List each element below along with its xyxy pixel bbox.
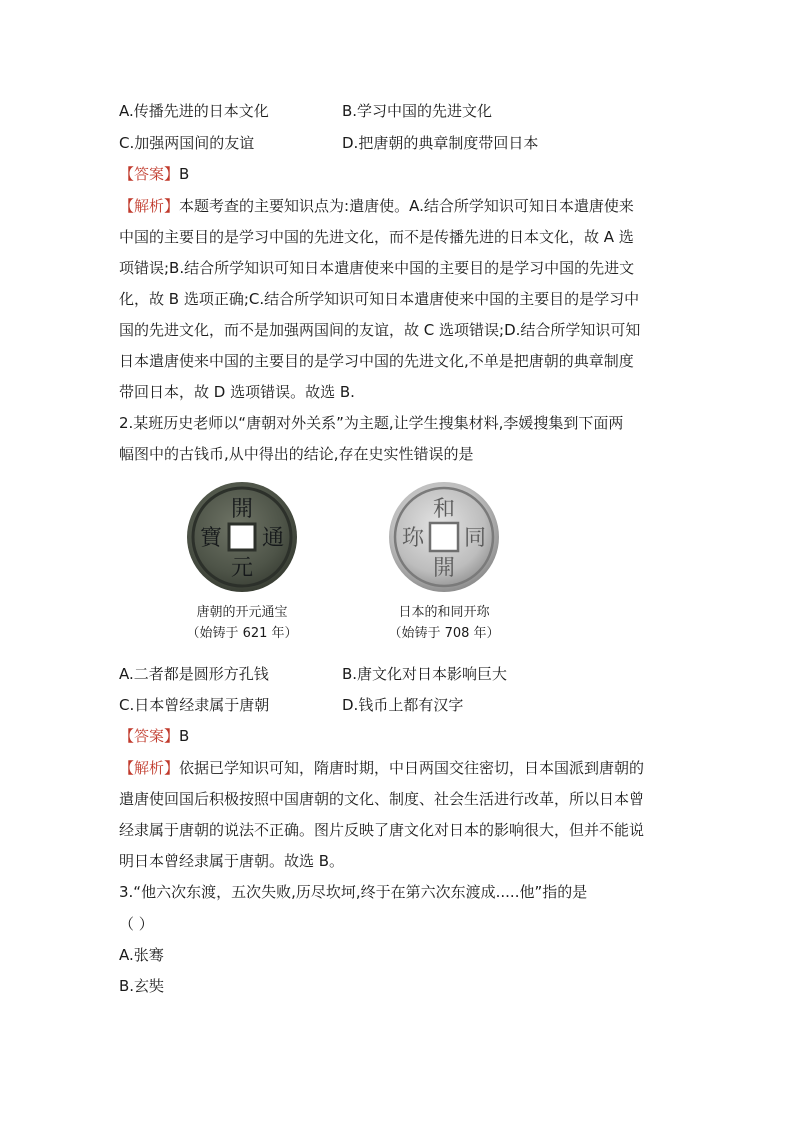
q2-option-d: D.钱币上都有汉字	[342, 696, 464, 714]
coin2-char-right: 同	[463, 526, 487, 551]
coin2-char-top: 和	[432, 497, 456, 522]
q3-option-b: B.玄奘	[119, 977, 165, 995]
answer-label: 【答案】	[119, 165, 180, 183]
analysis-label: 【解析】	[119, 759, 180, 777]
answer-value: B	[179, 727, 190, 745]
q1-analysis-line-6: 日本遣唐使来中国的主要目的是学习中国的先进文化,不单是把唐朝的典章制度	[119, 352, 634, 370]
q2-stem-line-1: 2.某班历史老师以“唐朝对外关系”为主题,让学生搜集材料,李媛搜集到下面两	[119, 414, 624, 432]
q2-option-c: C.日本曾经隶属于唐朝	[119, 696, 270, 714]
q2-option-a: A.二者都是圆形方孔钱	[119, 665, 269, 683]
q2-analysis-line-1	[119, 758, 644, 778]
q3-stem: 3.“他六次东渡，五次失败,历尽坎坷,终于在第六次东渡成.....他”指的是	[119, 883, 588, 901]
coin1-char-left: 寶	[199, 526, 223, 551]
q2-option-b: B.唐文化对日本影响巨大	[342, 665, 508, 683]
q3-answer-blank: （ ）	[119, 915, 154, 933]
q1-analysis-line-7: 带回日本，故 D 选项错误。故选 B.	[119, 383, 355, 401]
q3-option-a: A.张骞	[119, 946, 164, 964]
coin1-char-right: 通	[261, 526, 285, 551]
q1-option-a: A.传播先进的日本文化	[119, 102, 269, 120]
q2-analysis-line-3: 经隶属于唐朝的说法不正确。图片反映了唐文化对日本的影响很大，但并不能说	[119, 821, 645, 839]
q1-option-b: B.学习中国的先进文化	[342, 102, 493, 120]
coin-wado-kaichin-image	[388, 480, 500, 594]
answer-value: B	[179, 165, 190, 183]
coin1-char-bottom: 元	[230, 556, 254, 581]
q2-answer	[119, 726, 189, 746]
answer-label: 【答案】	[119, 727, 180, 745]
q1-analysis-line-3: 项错误;B.结合所学知识可知日本遣唐使来中国的主要目的是学习中国的先进文	[119, 259, 635, 277]
q1-analysis-line-2: 中国的主要目的是学习中国的先进文化，而不是传播先进的日本文化，故 A 选	[119, 228, 634, 246]
coin2-char-left: 珎	[401, 526, 425, 551]
coin1-caption-date: （始铸于 621 年）	[186, 626, 298, 641]
coin1-caption-name: 唐朝的开元通宝	[196, 605, 288, 620]
q2-analysis-line-2: 遣唐使回国后积极按照中国唐朝的文化、制度、社会生活进行改革，所以日本曾	[119, 790, 645, 808]
q1-option-c: C.加强两国间的友谊	[119, 134, 255, 152]
q1-analysis-line-4: 化，故 B 选项正确;C.结合所学知识可知日本遣唐使来中国的主要目的是学习中	[119, 290, 640, 308]
analysis-text: 本题考查的主要知识点为:遣唐使。A.结合所学知识可知日本遣唐使来	[179, 197, 634, 215]
coin-kaiyuan-tongbao-image	[186, 480, 298, 594]
q2-stem-line-2: 幅图中的古钱币,从中得出的结论,存在史实性错误的是	[119, 445, 474, 463]
q1-option-d: D.把唐朝的典章制度带回日本	[342, 134, 539, 152]
q2-analysis-line-4: 明日本曾经隶属于唐朝。故选 B。	[119, 852, 345, 870]
q1-analysis-line-1	[119, 196, 634, 216]
q1-analysis-line-5: 国的先进文化，而不是加强两国间的友谊，故 C 选项错误;D.结合所学知识可知	[119, 321, 641, 339]
coin2-caption-date: （始铸于 708 年）	[388, 626, 500, 641]
q1-answer	[119, 164, 189, 184]
analysis-text: 依据已学知识可知，隋唐时期，中日两国交往密切，日本国派到唐朝的	[179, 759, 645, 777]
analysis-label: 【解析】	[119, 197, 180, 215]
coin2-caption-name: 日本的和同开珎	[398, 605, 490, 620]
coin2-char-bottom: 開	[432, 556, 456, 581]
coin1-char-top: 開	[230, 497, 254, 522]
